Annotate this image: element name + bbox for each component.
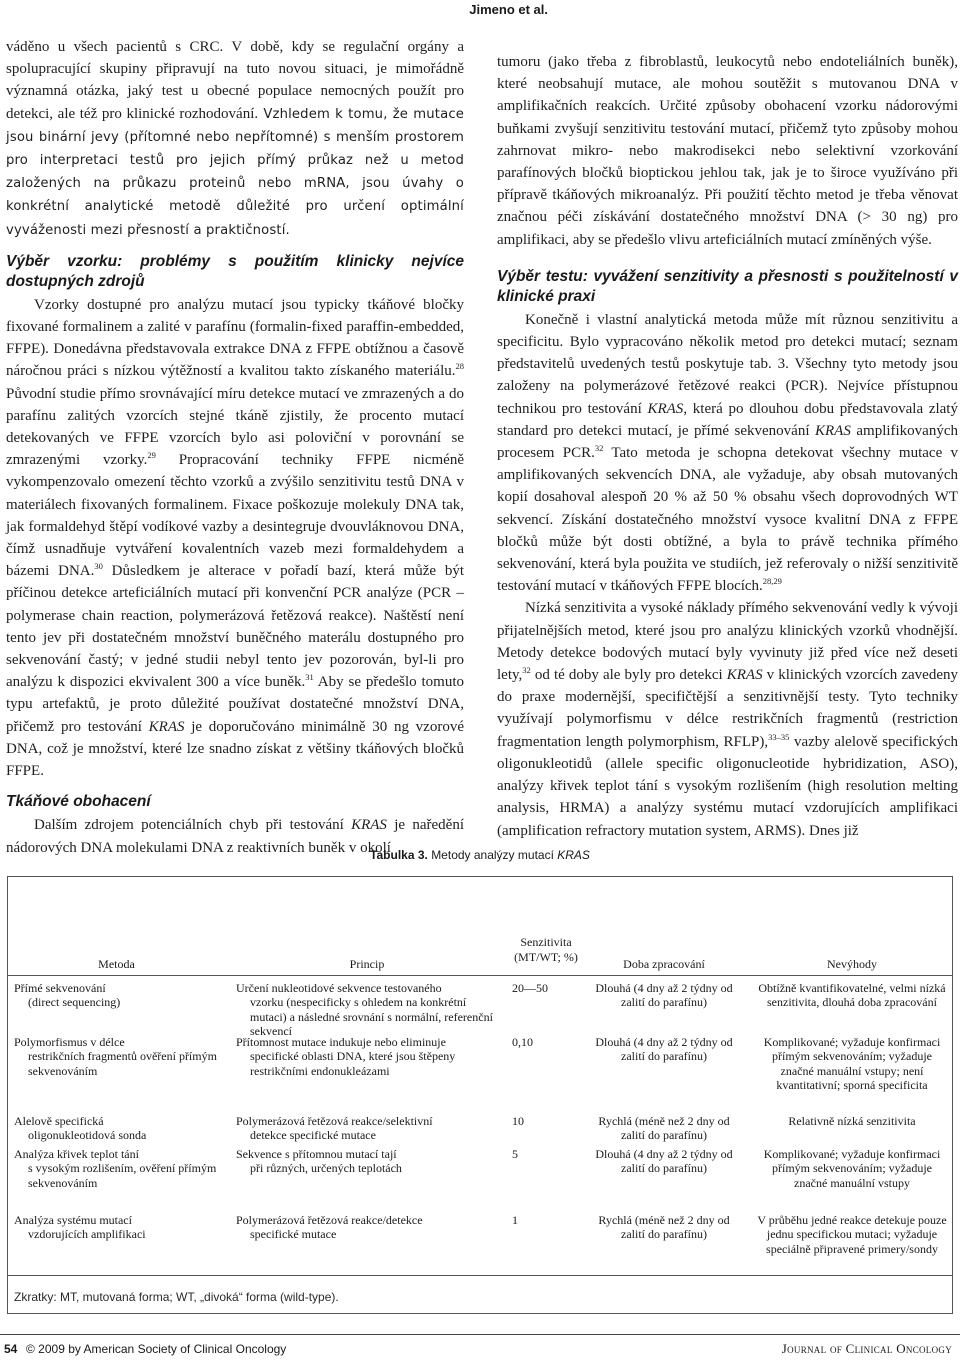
table-row-5-drawbacks: V průběhu jedné reakce detekuje pouze jednu specifickou mutaci; vyžaduje speciálně připravené primery/sondy (757, 1213, 947, 1256)
table-row-4-principle (236, 1147, 498, 1176)
table-title-gene: KRAS (557, 848, 590, 862)
col-header-drawbacks: Nevýhody (827, 957, 877, 971)
cell-line: s vysokým rozlišením, ověření přímým sekvenováním (28, 1161, 217, 1190)
text-span: amplifikovaných procesem PCR. (497, 422, 959, 462)
table-row-5-method (14, 1213, 224, 1242)
table-row-4-method (14, 1147, 224, 1190)
table-row-3-principle (236, 1114, 498, 1143)
text-span: v klinických vzorcích zavedeny do praxe modernější, specifičtější a senzitivnější testy. Tyto techniky využívají polymorfismu v délce restrikčních fragmentů (restriction fragmentation length polymorphism, RFLP), (497, 667, 958, 750)
right-paragraph-1: tumoru (jako třeba z fibroblastů, leukocytů nebo endoteliálních buněk), které neobsahují mutace, ale mohou soutěžit s mutovanou DNA v amplifikačních reakcích. Určité způsoby obohacení vzorku nádorovými buňkami zvyšují senzitivitu testování mutací, přičemž tyto způsoby mohou zahrnovat mikro- nebo makrodisekci nebo selektivní vzorkování parafínových bločků bioptickou jehlou tak, jak je to široce využíváno při přípravě tkáňových mikroanalýz. Při použití těchto metod je třeba věnovat značnou péči získávání dostatečného množství DNA (> 30 ng) pro amplifikaci, aby se předešlo vlivu arteficiálních mutací zmíněných výše. (497, 54, 958, 248)
right-paragraph-2 (497, 309, 958, 598)
table-title: Metody analýzy mutací (431, 848, 554, 862)
cell-line: vzdorujících amplifikaci (28, 1227, 146, 1242)
col-header-principle: Princip (349, 957, 385, 971)
reference-31: 31 (305, 672, 314, 683)
cell-line: Určení nukleotidové sekvence testovaného (236, 981, 442, 995)
table-row-3-sensitivity: 10 (512, 1114, 524, 1128)
section-heading-tissue-enrichment: Tkáňové obohacení (6, 793, 151, 811)
reference-32: 32 (522, 665, 531, 676)
cell-line: Alelově specifická (14, 1114, 104, 1128)
table-row-1-drawbacks: Obtížně kvantifikovatelné, velmi nízká senzitivita, dlouhá doba zpracování (758, 981, 946, 1010)
table-row-3-drawbacks: Relativně nízká senzitivita (788, 1114, 916, 1128)
cell-line: Přítomnost mutace indukuje nebo eliminuje (236, 1035, 446, 1049)
table-row-3-processing: Rychlá (méně než 2 dny od zalití do parafínu) (598, 1114, 730, 1143)
footer-rule (0, 1334, 960, 1335)
left-paragraph-1-b: Vzhledem k tomu, že mutace jsou binární jevy (přítomné nebo nepřítomné) s menším prostorem pro interpretaci testů pro jejich přímý průkaz než u metod založených na průkazu proteinů nebo mRNA, jsou úvahy o konkrétní analytické metodě důležité pro určení optimální vyváženosti mezi přesností a praktičností. (6, 106, 464, 238)
table-row-5-principle (236, 1213, 498, 1242)
cell-line: při různých, určených teplotách (250, 1161, 402, 1176)
right-column (497, 51, 958, 842)
text-span: Propracování techniky FFPE nicméně vykompenzovalo omezení těchto vzorků a zvýšilo senzitivitu testů DNA v materiálech fixovaných formalinem. Fixace poškozuje molekuly DNA tak, jak formaldehyd štěpí vodíkové vazby a desintegruje dvouvláknovou DNA, čímž usnadňuje vytváření kovalentních vazeb mezi formaldehydem a bázemi DNA. (6, 452, 464, 580)
cell-line: restrikčních fragmentů ověření přímým sekvenováním (28, 1049, 217, 1078)
cell-line: detekce specifické mutace (250, 1128, 376, 1143)
cell-line: Analýza systému mutací (14, 1213, 132, 1227)
gene-kras: KRAS (148, 718, 185, 735)
table-row-1-sensitivity: 20—50 (512, 981, 548, 995)
gene-kras: KRAS (726, 667, 763, 684)
text-span: Důsledkem je alterace v pořadí bazí, která může být příčinou detekce arteficiálních mutací při konvenční PCR analýze (PCR – polymerase chain reaction, polymerázová řetězová reakce). Naštěstí není tento jev při dostatečném množství buněčného materálu dostupného pro sekvenování častý; v jedné studii nebyl tento jev pozorován, byl-li pro analýzu k dispozici ekvivalent 300 a více buněk. (6, 563, 464, 691)
table-header-rule (7, 975, 953, 976)
section-heading-test-selection: Výběr testu: vyvážení senzitivity a přesnosti s použitelností v klinické praxi (497, 267, 958, 305)
text-span: Vzorky dostupné pro analýzu mutací jsou typicky tkáňové bločky fixované formalinem a zalité v parafínu (formalin-fixed paraffin-embedded, FFPE). Donedávna představovala extrakce DNA z FFPE obtížnou a časově náročnou práci s nízkou výtěžností a kvalitou takto získaného materiálu. (6, 296, 464, 380)
text-span: Dalším zdrojem potenciálních chyb při testování (34, 817, 352, 834)
copyright: © 2009 by American Society of Clinical Oncology (26, 1342, 287, 1356)
table-row-2-drawbacks: Komplikované; vyžaduje konfirmaci přímým sekvenováním; vyžaduje značné manuální vstupy; není kvantitativní; sporná specificita (763, 1035, 941, 1093)
table-row-4-processing: Dlouhá (4 dny až 2 týdny od zalití do parafínu) (595, 1147, 733, 1176)
cell-line: (direct sequencing) (28, 995, 121, 1010)
table-row-5-processing: Rychlá (méně než 2 dny od zalití do parafínu) (598, 1213, 730, 1242)
table-label: Tabulka 3. (370, 848, 428, 862)
table-row-3-method (14, 1114, 224, 1143)
table-row-2-principle (236, 1035, 498, 1078)
table-row-4-sensitivity: 5 (512, 1147, 518, 1161)
text-span: vazby alelově specifických oligonukleotidů (allele specific oligonucleotide hybridization, ASO), analýzy křivek teplot tání s vysokým rozlišením (high resolution melting analysis, HRMA) a analýzy systému mutací vzdorujících amplifikaci (amplification refractory mutation system, ARMS). Dnes již (497, 733, 959, 839)
text-span: Tato metoda je schopna detekovat všechny mutace v amplifikovaných sekvencích DNA, ale vyžaduje, aby obsah mutovaných kopií dosahoval alespoň 20 % až 50 % obsahu všech doprovodných WT sekvencí. Získání dostatečného množství vysoce kvalitní DNA z FFPE bločků může být dosti obtížné, a byla to právě technika přímého sekvenování, která byla použita ve studiích, jež referovaly o nižší senzitivitě testování mutací v tkáňových FFPE blocích. (497, 445, 958, 595)
gene-kras: KRAS (815, 422, 851, 439)
table-row-2-method (14, 1035, 224, 1078)
table-bottom-rule (7, 1275, 953, 1276)
gene-kras: KRAS (647, 400, 684, 417)
col-header-processing: Doba zpracování (623, 957, 705, 971)
left-column (6, 36, 464, 859)
cell-line: Analýza křivek teplot tání (14, 1147, 139, 1161)
left-paragraph-1-a: váděno u všech pacientů s CRC. V době, kdy se regulační orgány a spolupracující skupiny připravují na tuto novou situaci, je mimořádně významná otázka, jaký test u obecné populace nemocných použít pro detekci, ale též pro klinické rozhodování. (6, 39, 464, 122)
cell-line: specifické mutace (250, 1227, 337, 1242)
table-row-5-sensitivity: 1 (512, 1213, 518, 1227)
text-span: je naředění nádorových DNA molekulami DNA z reaktivních buněk v okolí (6, 817, 464, 856)
table-row-2-sensitivity: 0,10 (512, 1035, 533, 1049)
cell-line: oligonukleotidová sonda (28, 1128, 147, 1143)
table-footnote: Zkratky: MT, mutovaná forma; WT, „divoká“ forma (wild-type). (14, 1290, 339, 1304)
reference-33-35: 33–35 (768, 731, 790, 742)
col-header-sensitivity-l2: (MT/WT; %) (514, 950, 578, 964)
text-span: je doporučováno minimálně 30 ng vzorové DNA, což je množství, které lze snadno získat z většiny tkáňových bločků FFPE. (6, 718, 464, 780)
reference-30: 30 (94, 561, 103, 572)
text-span: , která po dlouhou dobu představovala zlatý standard pro detekci mutací, je přímé sekvenování (497, 400, 958, 439)
table-row-1-principle (236, 981, 498, 1039)
reference-29: 29 (147, 450, 156, 461)
journal-title: Journal of Clinical Oncology (781, 1341, 952, 1356)
col-header-method: Metoda (98, 957, 135, 971)
cell-line: Polymerázová řetězová reakce/selektivní (236, 1114, 433, 1128)
cell-line: vzorku (nespecificky s ohledem na konkrétní mutaci) a následné srovnání s normální, referenční sekvencí (250, 995, 493, 1039)
text-span: Nízká senzitivita a vysoké náklady přímého sekvenování vedly k vývoji přijatelnějších metod, které jsou pro analýzu klinických vzorků vhodnější. Metody detekce bodových mutací byly vyvinuty již před více než deseti lety, (497, 600, 958, 684)
left-paragraph-1 (6, 36, 464, 242)
cell-line: specifické oblasti DNA, které jsou štěpeny restrikčními endonukleázami (250, 1049, 456, 1078)
reference-32: 32 (594, 443, 604, 454)
running-head: Jimeno et al. (469, 2, 548, 17)
cell-line: Sekvence s přítomnou mutací tají (236, 1147, 397, 1161)
table-row-1-method (14, 981, 224, 1010)
cell-line: Přímé sekvenování (14, 981, 106, 995)
gene-kras: KRAS (351, 817, 387, 834)
reference-28: 28 (455, 361, 464, 372)
col-header-sensitivity (496, 935, 596, 965)
table-row-2-processing: Dlouhá (4 dny až 2 týdny od zalití do parafínu) (595, 1035, 733, 1064)
reference-28-29: 28,29 (762, 576, 782, 587)
table-row-4-drawbacks: Komplikované; vyžaduje konfirmaci přímým sekvenováním; vyžaduje značné manuální vstupy (763, 1147, 941, 1190)
cell-line: Polymerázová řetězová reakce/detekce (236, 1213, 423, 1227)
section-heading-sample-selection: Výběr vzorku: problémy s použitím klinicky nejvíce dostupných zdrojů (6, 252, 464, 290)
table-caption (0, 848, 960, 862)
right-paragraph-3 (497, 597, 958, 841)
cell-line: Polymorfismus v délce (14, 1035, 125, 1049)
text-span: Aby se předešlo tomuto typu artefaktů, je proto důležité používat dostatečné množství DNA, přičemž pro testování (6, 674, 464, 735)
col-header-sensitivity-l1: Senzitivita (520, 935, 572, 949)
text-span: Konečně i vlastní analytická metoda může mít různou senzitivitu a specificitu. Bylo vypracováno několik metod pro detekci mutací; seznam představitelů uvedených testů poskytuje tab. 3. Všechny tyto metody jsou založeny na polymerázové řetězové reakci (PCR). Nejvíce přístupnou technikou pro testování (497, 311, 958, 417)
table-row-1-processing: Dlouhá (4 dny až 2 týdny od zalití do parafínu) (595, 981, 733, 1010)
text-span: od té doby ale byly pro detekci (530, 667, 727, 684)
left-paragraph-2 (6, 294, 464, 782)
page-number: 54 (4, 1342, 18, 1356)
text-span: Původní studie přímo srovnávající míru detekce mutací ve zmrazených a do parafínu zalitých vzorcích stejné tkáně zjistily, že procento mutací detekovaných ve FFPE vzorcích bylo asi poloviční v porovnání se zmrazenými vzorky. (6, 385, 464, 469)
